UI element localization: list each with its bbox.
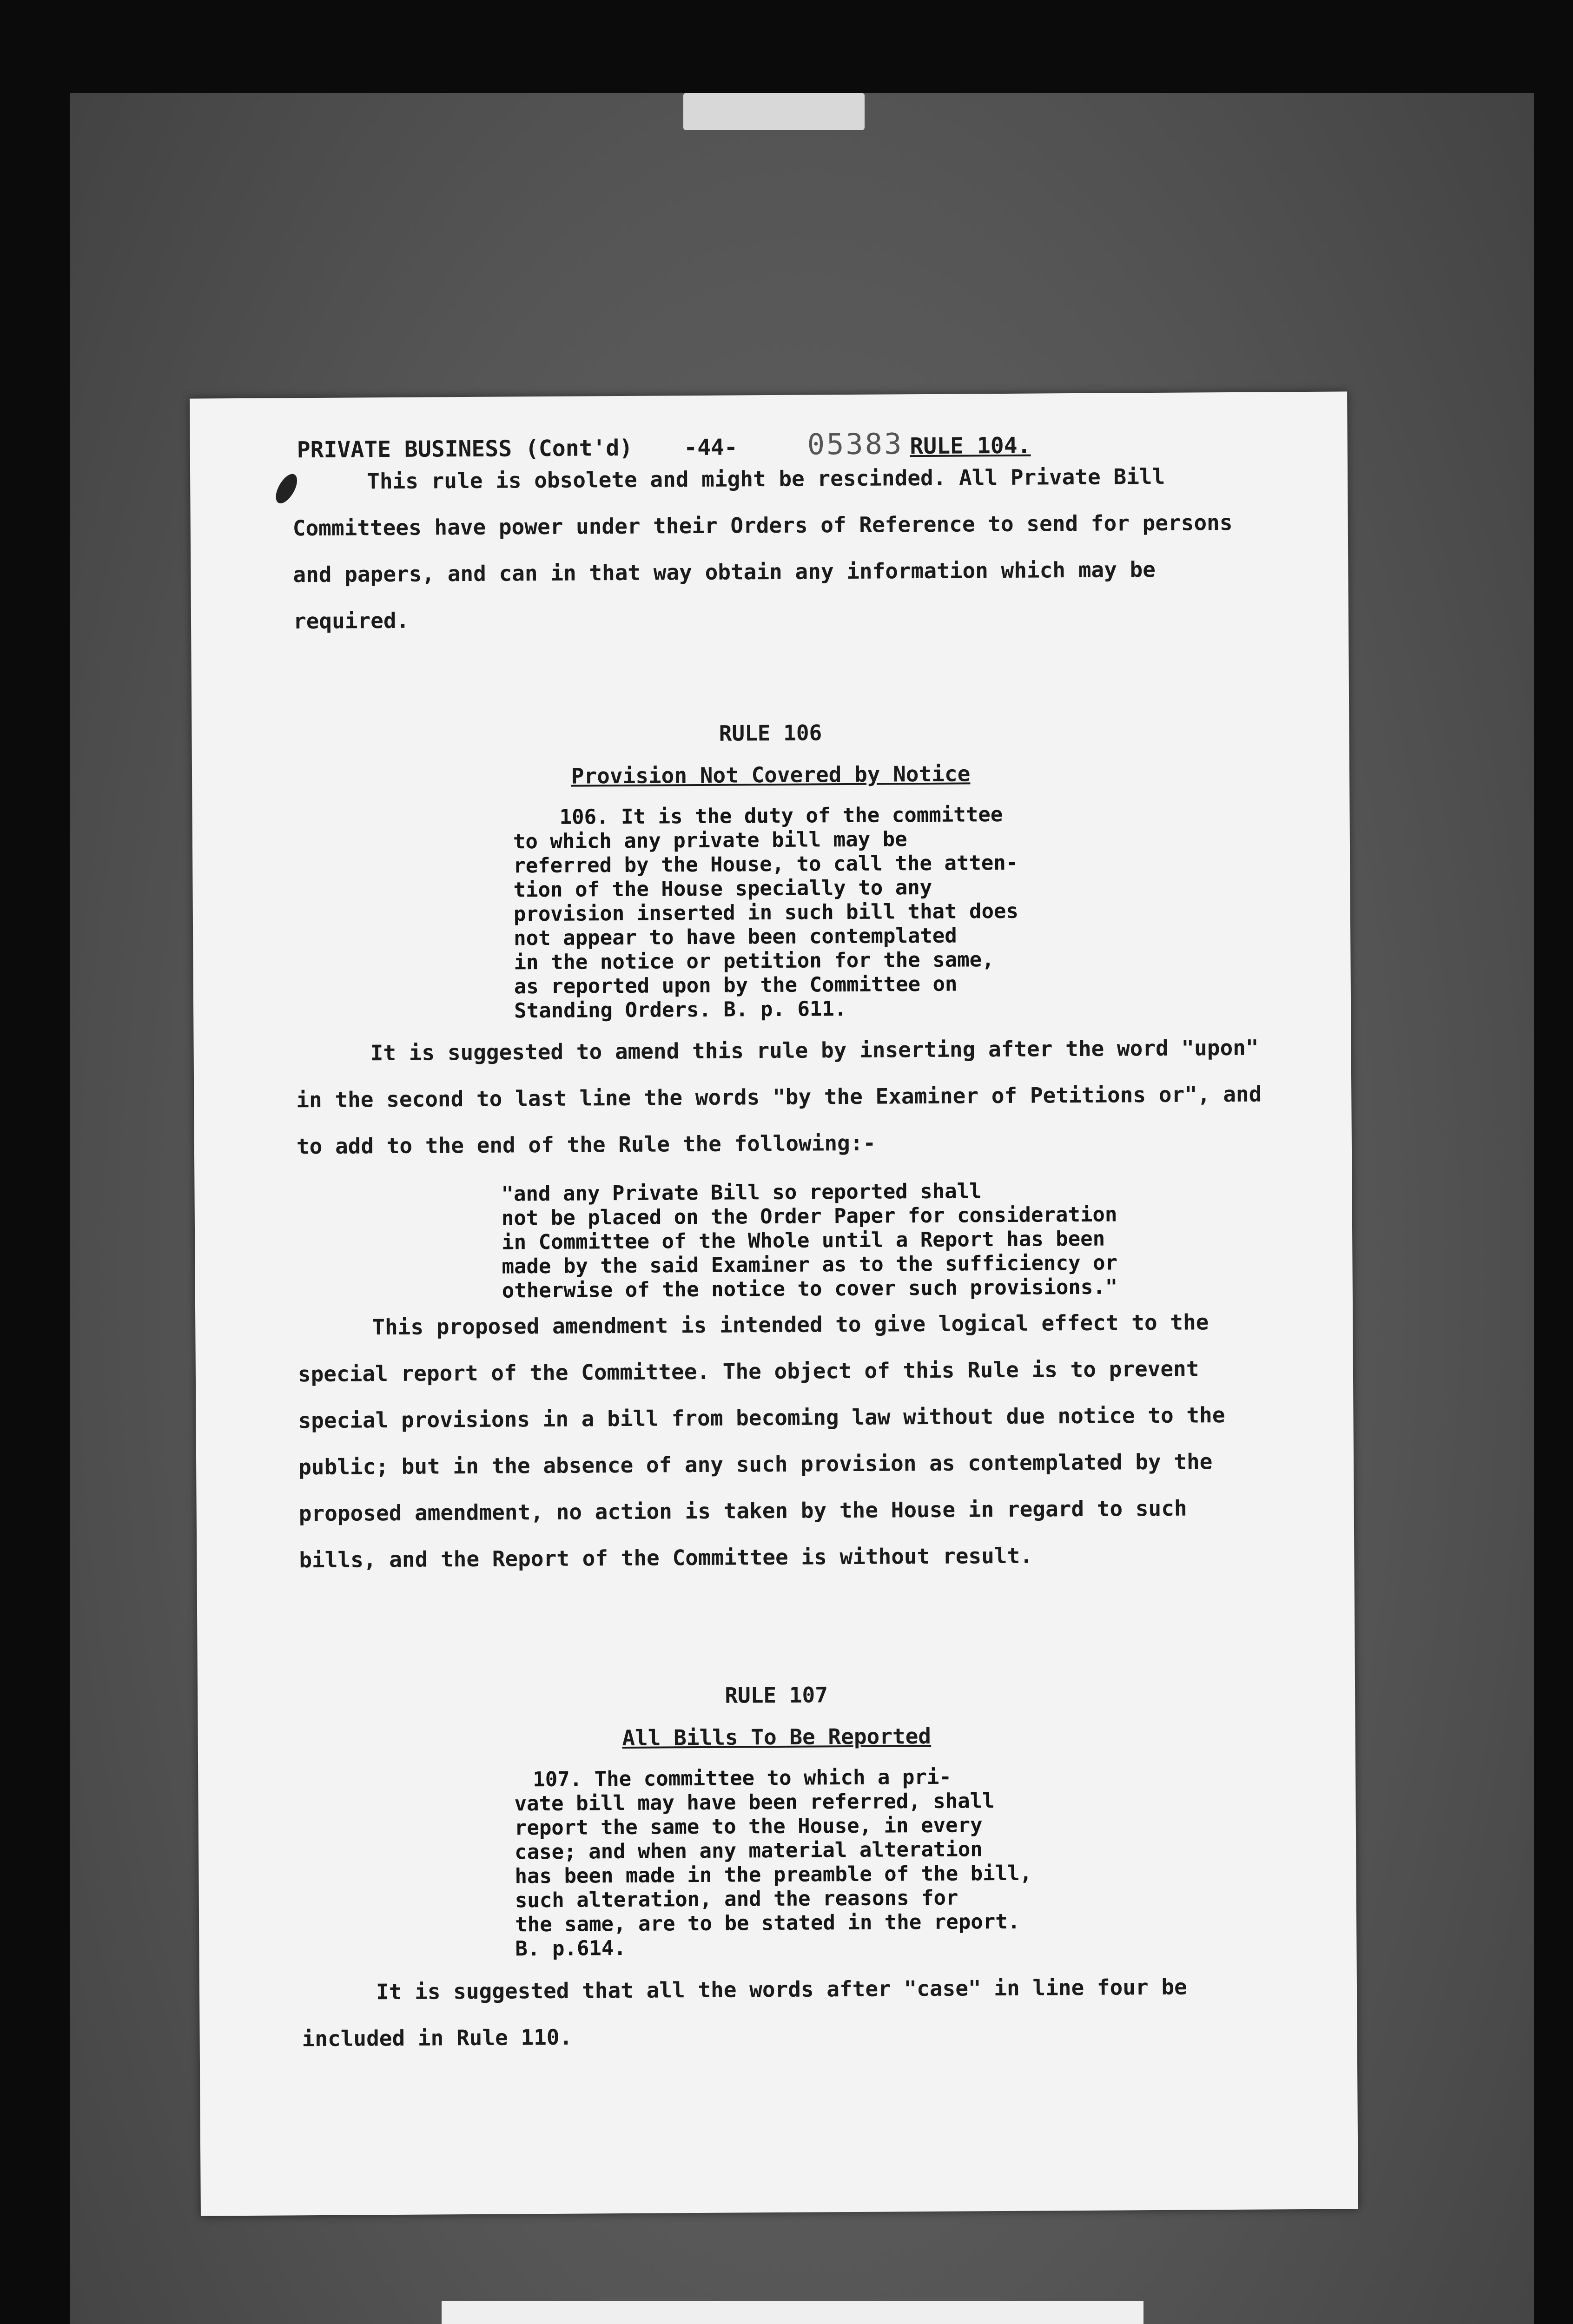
rule-106-text [513,803,1019,1023]
rule-107-line: case; and when any material alteration [515,1837,983,1864]
rule-107-line: such alteration, and the reasons for [515,1886,958,1913]
rule-106-line: 106. It is the duty of the committee [559,802,1003,829]
rule-107-line: 107. The committee to which a pri- [533,1765,952,1792]
paper-clip [683,93,865,130]
rule-107-subheading: All Bills To Be Reported [622,1723,932,1751]
rule-106-subheading: Provision Not Covered by Notice [571,761,971,789]
header-left: PRIVATE BUSINESS (Cont'd) [297,435,633,463]
amendment-line: otherwise of the notice to cover such provisions." [502,1275,1118,1303]
rule-107-line: has been made in the preamble of the bill, [515,1861,1032,1888]
suggestion-107: It is suggested that all the words after "case" in line four be included in Rule 110. [302,1974,1187,2052]
rule-106-line: to which any private bill may be [513,827,907,854]
page-number: -44- [684,434,738,461]
explanation-paragraph: This proposed amendment is intended to give logical effect to the special report of the Committee. The object of this Rule is to prevent special provisions in a bill from becoming law without due notice to the public; but in the absence of any such provision as contemplated by the proposed amendment, no action is taken by the House in regard to such bills, and the Report of the Committee is without result. [297,1309,1225,1573]
rule-106-line: as reported upon by the Committee on [514,972,958,999]
typed-document-page [190,391,1358,2216]
rule-106-line: referred by the House, to call the atten- [513,851,1018,878]
amendment-line: in Committee of the Whole until a Report has been [502,1227,1105,1254]
rule-106-line: not appear to have been contemplated [514,924,957,951]
rule-107-line: vate bill may have been referred, shall [514,1789,995,1816]
rule-107-text [514,1765,1032,1961]
stamp-number: 05383 [807,427,904,462]
rule-107-line: the same, are to be stated in the report. [515,1909,1020,1937]
rule-106-line: tion of the House specially to any [513,875,932,902]
rule-106-heading: RULE 106 [719,720,822,746]
rule-106-line: in the notice or petition for the same, [514,948,994,975]
rule-107-heading: RULE 107 [725,1682,828,1708]
archive-reference-label [442,2301,1143,2324]
rule-106-line: Standing Orders. B. p. 611. [514,997,847,1023]
rule-107-line: B. p.614. [515,1936,627,1961]
amendment-line: made by the said Examiner as to the sufficiency or [502,1251,1118,1279]
header-rule: RULE 104. [910,432,1031,460]
intro-paragraph: This rule is obsolete and might be rescinded. All Private Bill Committees have power under their Orders of Reference to send for persons and papers, and can in that way obtain any information which may be required. [292,463,1233,634]
suggestion-106: It is suggested to amend this rule by inserting after the word "upon" in the second to last line the words "by the Examiner of Petitions or", and to add to the end of the Rule the following:- [296,1035,1262,1159]
amendment-text [501,1178,1117,1303]
rule-107-line: report the same to the House, in every [514,1813,983,1840]
amendment-line: not be placed on the Order Paper for consideration [501,1202,1117,1230]
rule-106-line: provision inserted in such bill that does [513,899,1019,926]
amendment-line: "and any Private Bill so reported shall [501,1179,982,1206]
